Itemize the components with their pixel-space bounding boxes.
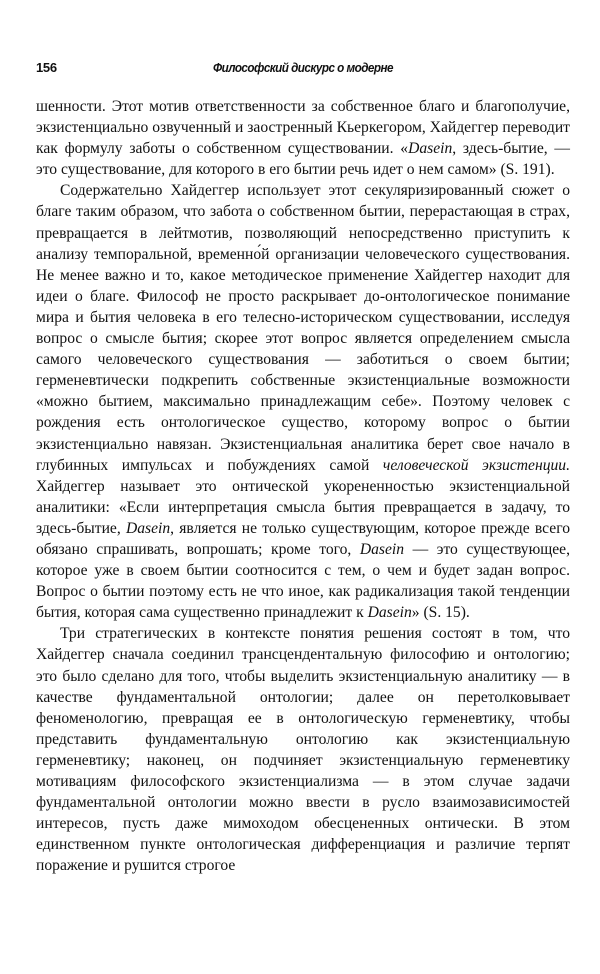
text-segment: — это существующее, которое уже в своем бытии соотносится с тем, о чем и будет задан вопрос. Вопрос о бытии поэтому есть не что иное, как радикализация такой тенденции бытия, которая сама существенно принадлежит к	[36, 540, 570, 622]
page-number: 156	[36, 60, 57, 75]
paragraph	[36, 96, 570, 180]
text-segment: Три стратегических в контексте понятия решения состоят в том, что Хайдеггер сначала соединил трансцендентальную философию и онтологию; это было сделано для того, чтобы выделить экзистенциальную аналитику — в качестве фундаментальной онтологии; далее он перетолковывает феноменологию, превращая ее в онтологическую герменевтику, чтобы представить фундаментальную онтологию как экзистенциальную герменевтику; наконец, он подчиняет экзистенциальную герменевтику мотивациям философского экзистенциализма — в этом случае задачи фундаментальной онтологии можно ввести в русло взаимозависимостей интересов, пусть даже мимоходом обесцененных онтически. В этом единственном пункте онтологическая дифференциация и различие терпят поражение и рушится строгое	[36, 625, 570, 875]
italic-text: Dasein	[367, 604, 412, 622]
body-text	[36, 96, 570, 876]
paragraph	[36, 623, 570, 876]
italic-text: Dasein	[125, 519, 171, 537]
text-segment: » (S. 15).	[411, 604, 470, 622]
text-segment: , является не только существующим, которое прежде всего обязано спрашивать, вопрошать; кроме того,	[36, 519, 570, 558]
italic-text: человеческой экзистенции.	[382, 456, 570, 474]
page-header	[36, 60, 570, 80]
text-segment: , здесь-бытие, — это существование, для которого в его бытии речь идет о нем самом» (S. 191).	[36, 140, 570, 179]
text-segment: шенности. Этот мотив ответственности за собственное благо и благополучие, экзистенциально озвученный и заостренный Кьеркегором, Хайдеггер переводит как формулу заботы о собственном существовании. «	[36, 98, 570, 158]
paragraph	[36, 180, 570, 623]
italic-text: Dasein	[359, 540, 405, 558]
running-title: Философский дискурс о модерне	[213, 60, 393, 75]
text-segment: Хайдеггер называет это онтической укорененностью экзистенциальной аналитики: «Если интерпретация смысла бытия превращается в задачу, то здесь-бытие,	[36, 477, 570, 537]
italic-text: Dasein	[408, 140, 453, 158]
text-segment: Содержательно Хайдеггер использует этот секуляризированный сюжет о благе таким образом, что забота о собственном бытии, перерастающая в страх, превращается в лейтмотив, позволяющий непосредственно приступить к анализу темпоральной, временно́й организации человеческого существования. Не менее важно и то, какое методическое применение Хайдеггер находит для идеи о благе. Философ не просто раскрывает до-онтологическое понимание мира и бытия человека в его телесно-историческом существовании, исследуя вопрос о смысле бытия; скорее этот вопрос является определением смысла самого человеческого существования — заботиться о своем бытии; герменевтически подкрепить собственные экзистенциальные возможности «можно бытием, максимально принадлежащим себе». Поэтому человек с рождения есть онтологическое существо, которому вопрос о бытии экзистенциально навязан. Экзистенциальная аналитика берет свое начало в глубинных импульсах и побуждениях самой	[36, 182, 570, 474]
